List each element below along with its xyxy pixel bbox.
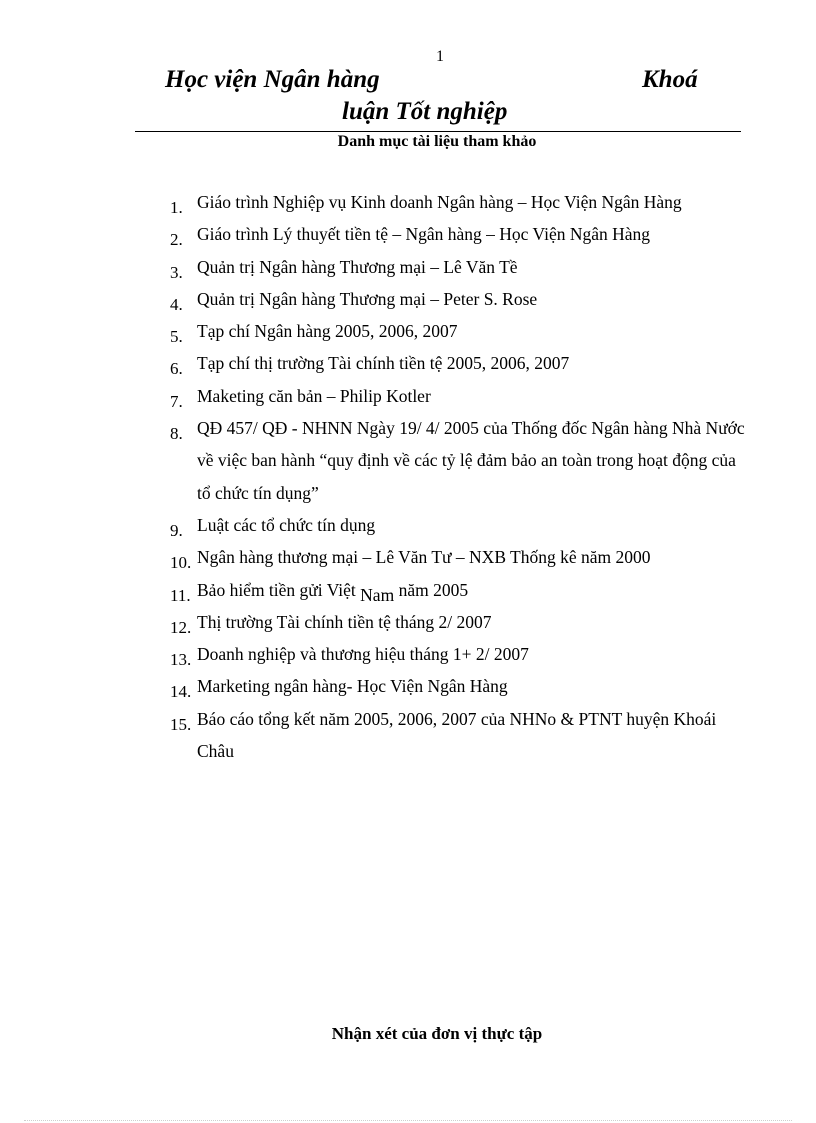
reference-item — [170, 412, 750, 509]
reference-text: Giáo trình Nghiệp vụ Kinh doanh Ngân hàng – Học Viện Ngân Hàng — [197, 192, 682, 212]
reference-item — [170, 251, 750, 283]
reference-number: 1. — [170, 198, 183, 217]
reference-item — [170, 283, 750, 315]
reference-number: 5. — [170, 327, 183, 347]
reference-text: Tạp chí thị trường Tài chính tiền tệ 2005, 2006, 2007 — [197, 353, 570, 374]
reference-text: Quản trị Ngân hàng Thương mại – Lê Văn Tề — [197, 256, 518, 277]
reference-text: Giáo trình Lý thuyết tiền tệ – Ngân hàng – Học Viện Ngân Hàng — [197, 224, 651, 245]
reference-text-part: Nam — [360, 584, 395, 605]
reference-number: 15. — [170, 714, 192, 734]
reference-number: 8. — [170, 424, 183, 444]
reference-text: Ngân hàng thương mại – Lê Văn Tư – NXB Thống kê năm 2000 — [197, 547, 651, 568]
reference-item — [170, 670, 750, 702]
reference-item — [170, 218, 750, 250]
header-institution: Học viện Ngân hàng — [165, 66, 380, 93]
reference-text: Luật các tổ chức tín dụng — [197, 514, 376, 535]
header-divider — [135, 131, 741, 132]
reference-number: 10. — [170, 553, 192, 573]
reference-item — [170, 315, 750, 347]
reference-item — [170, 541, 750, 573]
reference-number: 7. — [170, 391, 183, 411]
reference-text: QĐ 457/ QĐ - NHNN Ngày 19/ 4/ 2005 của Thống đốc Ngân hàng Nhà Nước về việc ban hành “quy định về các tỷ lệ đảm bảo an toàn trong hoạt động của tổ chức tín dụng” — [197, 418, 745, 503]
reference-number: 6. — [170, 359, 183, 379]
reference-number: 2. — [170, 230, 183, 250]
page-number: 1 — [436, 48, 444, 65]
reference-item — [170, 638, 750, 670]
header-document-type: luận Tốt nghiệp — [342, 98, 508, 125]
reference-list — [170, 186, 750, 767]
header-faculty: Khoá — [642, 66, 698, 93]
reference-item — [170, 703, 750, 768]
reference-item — [170, 509, 750, 541]
reference-number: 12. — [170, 617, 192, 637]
reference-item — [170, 347, 750, 379]
reference-text: Quản trị Ngân hàng Thương mại – Peter S. Rose — [197, 288, 538, 309]
reference-item — [170, 186, 750, 218]
reference-number: 3. — [170, 262, 183, 282]
reference-item — [170, 606, 750, 638]
internship-review-title: Nhận xét của đơn vị thực tập — [331, 1024, 543, 1043]
reference-number: 4. — [170, 294, 183, 314]
reference-number: 13. — [170, 650, 192, 670]
reference-text: Tạp chí Ngân hàng 2005, 2006, 2007 — [197, 321, 458, 342]
reference-number: 14. — [170, 682, 192, 702]
reference-number: 11. — [170, 585, 191, 605]
reference-item — [170, 380, 750, 412]
reference-item — [170, 574, 750, 606]
page-bottom-divider — [24, 1120, 792, 1121]
reference-text: Báo cáo tổng kết năm 2005, 2006, 2007 của NHNo & PTNT huyện Khoái Châu — [197, 708, 717, 762]
section-title: Danh mục tài liệu tham khảo — [337, 133, 537, 150]
reference-text: Maketing căn bản – Philip Kotler — [197, 385, 431, 406]
reference-text-part: năm 2005 — [394, 579, 469, 600]
reference-text — [197, 574, 750, 606]
reference-number: 9. — [170, 520, 183, 540]
reference-text: Thị trường Tài chính tiền tệ tháng 2/ 2007 — [197, 611, 492, 632]
reference-text: Marketing ngân hàng- Học Viện Ngân Hàng — [197, 676, 508, 697]
reference-text: Doanh nghiệp và thương hiệu tháng 1+ 2/ 2007 — [197, 644, 529, 665]
reference-text-part: Bảo hiểm tiền gửi Việt — [197, 579, 361, 600]
